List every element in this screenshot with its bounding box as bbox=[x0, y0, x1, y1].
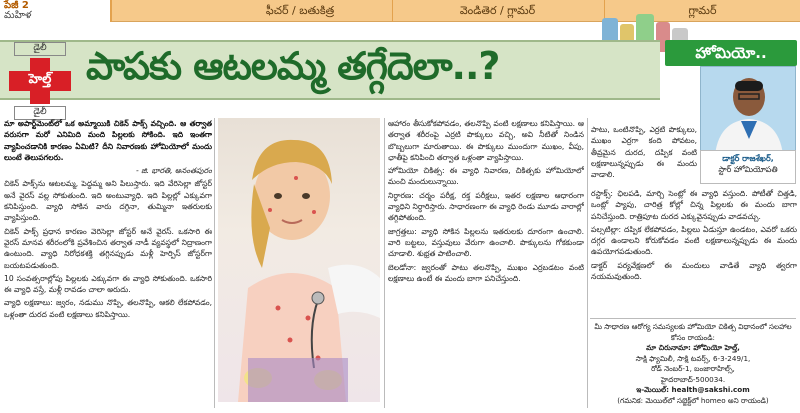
contact-line: హైదరాబాద్-500034. bbox=[660, 374, 726, 384]
article-column-1 bbox=[4, 118, 212, 410]
paragraph: వ్యాధి లక్షణాలు: జ్వరం, నడుము నొప్పి, తలనొప్పి, ఆకలి లేకపోవడం, ఒళ్లంతా దురద వంటి లక్షణాలు కనిపిస్తాయి. bbox=[4, 298, 212, 319]
paragraph: పాటు, ఒంటినొప్పి, ఎర్రటి పొక్కులు, ముఖం ఎర్రగా కంది పోవటం, తీవ్రమైన దురద, దప్పిక వంటి లక్షణాలున్నప్పుడు ఈ మందు వాడాలి. bbox=[591, 125, 697, 180]
homeo-tag: హోమియో.. bbox=[665, 40, 797, 66]
logo-middle-text: హెల్త్ bbox=[28, 72, 52, 87]
contact-note: (గమనిక: మెయిల్‌లో సబ్జెక్ట్‌లో homeo అని రాయండి) bbox=[617, 395, 769, 405]
contact-line: సాక్షి ఫ్యామిలీ, సాక్షి టవర్స్, 6-3-249/1, bbox=[635, 353, 751, 363]
article-column-3-top bbox=[591, 124, 697, 186]
article-column-2 bbox=[388, 118, 584, 410]
nav-item-cinema[interactable]: వెండితెర / గ్లామర్ bbox=[392, 0, 602, 22]
paragraph: పల్సటిల్లా: దప్పిక లేకపోవడం, పిల్లలు ఏడుస్తూ ఉండటం, ఎవరో ఒకరు దగ్గర ఉండాలని కోరుకోవడం వంటి లక్షణాలున్నప్పుడు ఈ మందు ఉపయోగపడుతుంది. bbox=[591, 224, 797, 257]
question-text: మా అపార్ట్‌మెంట్‌లో ఒక అమ్మాయికి చికెన్ పాక్స్ వచ్చింది. ఆ తర్వాత వరుసగా మరో ఎనిమిది మంది పిల్లలకు సోకింది. ఇది ఇంతగా వ్యాపించడానికి కారణం ఏమిటి? దీని నివారణకు హోమియోలో మందు లుంటే తెలుపగలరు. bbox=[4, 119, 212, 162]
paragraph: ఆహారం తీసుకోకపోవడం, తలనొప్పి వంటి లక్షణాలు కనిపిస్తాయి. ఆ తర్వాత శరీరంపై ఎర్రటి పొక్కులు వచ్చి, అవి నీటితో నిండిన బొబ్బలుగా మారుతాయి. ఈ పొక్కులు ముందుగా ముఖం, వీపు, ఛాతీపై కనిపించి తర్వాత ఒళ్లంతా వ్యాపిస్తాయి. bbox=[388, 119, 584, 162]
contact-email[interactable]: ఇ-మెయిల్: health@sakshi.com bbox=[636, 385, 750, 394]
question-signature: - జి. భారతి, అనంతపురం bbox=[135, 166, 212, 176]
paragraph: 10 సంవత్సరాల్లోపు పిల్లలకు ఎక్కువగా ఈ వ్యాధి సోకుతుంది. ఒకసారి ఈ వ్యాధి వస్తే, మళ్లీ రావడం చాలా అరుదు. bbox=[4, 273, 212, 295]
paragraph: డాక్టర్ పర్యవేక్షణలో ఈ మందులు వాడితే వ్యాధి త్వరగా నయమవుతుంది. bbox=[591, 260, 797, 282]
child-photo bbox=[218, 118, 380, 402]
doctor-name: డాక్టర్ రాజశేఖర్, bbox=[722, 154, 774, 163]
contact-line: రోడ్ నెంబర్-1, బంజారాహిల్స్, bbox=[651, 364, 735, 373]
doctor-caption bbox=[700, 150, 796, 184]
daily-health-logo bbox=[4, 40, 76, 124]
paragraph: బెలడోనా: జ్వరంతో పాటు తలనొప్పి, ముఖం ఎర్రబడటం వంటి లక్షణాలు ఉంటే ఈ మందు బాగా పనిచేస్తుంది. bbox=[388, 262, 584, 283]
contact-line: మీ సాధారణ ఆరోగ్య సమస్యలకు హోమియో చికిత్స విధానంలో సలహాల కోసం రాయండి: bbox=[594, 322, 792, 342]
paragraph: రస్టాక్స్: ఛిలపడి, మార్చి సెంట్లో ఈ వ్యాధి వస్తుంది. పోటీతో చిత్తడి, ఒంట్లో ప్యాపు, చారిత్ర కోల్లో చిన్న పిల్లలకు ఈ మందు బాగా పనిచేస్తుంది. రాత్రిపూట దురద ఎక్కువైనప్పుడు వాడవచ్చు. bbox=[591, 189, 797, 221]
doctor-photo bbox=[700, 66, 796, 154]
paragraph: నిర్ధారణ: చర్మం పరీక్ష, రక్త పరీక్షలు, ఇతర లక్షణాల ఆధారంగా వ్యాధిని నిర్ధారిస్తారు. సాధారణంగా ఈ వ్యాధి రెండు మూడు వారాల్లో తగ్గిపోతుంది. bbox=[388, 190, 584, 223]
nav-item-feature[interactable]: ఫీచర్ / బతుకిత్ర bbox=[265, 4, 335, 17]
section-name: మహిళ bbox=[4, 10, 32, 21]
logo-top-text: డైలీ bbox=[14, 42, 66, 56]
column-divider bbox=[587, 118, 588, 408]
paragraph: హోమియో చికిత్స: ఈ వ్యాధి నివారణ, చికిత్సకు హోమియోలో మంచి మందులున్నాయి. bbox=[388, 166, 584, 187]
red-cross-icon bbox=[9, 58, 71, 104]
doctor-title: స్టార్ హోమియోపతి bbox=[718, 165, 778, 174]
contact-box bbox=[590, 318, 796, 410]
contact-line: మా చిరునామా: హోమియో హెల్త్, bbox=[646, 343, 740, 352]
paragraph: చికెన్ పాక్స్ ప్రధాన కారణం వెరిసెల్లా జోస్టర్ అనే వైరస్. ఒకసారి ఈ వైరస్ మానవ శరీరంలోకి ప్రవేశించిన తర్వాత నాడీ వ్యవస్థలో నిద్రాణంగా ఉంటుంది. వ్యాధి నిరోధకశక్తి తగ్గినప్పుడు మళ్లీ హెర్పిస్ జోస్టర్‌గా బయటపడుతుంది. bbox=[4, 226, 212, 270]
article-column-3 bbox=[591, 188, 797, 316]
column-divider bbox=[214, 118, 215, 408]
page-number: పేజీ 2 bbox=[4, 0, 29, 11]
article-title: పాపకు ఆటలమ్మ తగ్గేదెలా..? bbox=[86, 44, 500, 88]
logo-bottom-text: డైలీ bbox=[14, 106, 66, 120]
nav-item-glamour[interactable]: గ్లామర్ bbox=[604, 0, 800, 22]
page-label bbox=[0, 0, 112, 22]
column-divider bbox=[384, 118, 385, 408]
paragraph: జాగ్రత్తలు: వ్యాధి సోకిన పిల్లలను ఇతరులకు దూరంగా ఉంచాలి. వారి బట్టలు, వస్తువులు వేరుగా ఉంచాలి. పొక్కులను గోకకుండా చూడాలి. శుభ్రత పాటించాలి. bbox=[388, 226, 584, 259]
paragraph: చికెన్ పాక్స్‌ను ఆటలమ్మ, పెద్దమ్మ అని పిలుస్తారు. ఇది వేరిసెల్లా జోస్టర్ అనే వైరస్ వల్ల సోకుతుంది. ఇది అంటువ్యాధి. ఇది పిల్లల్లో ఎక్కువగా కనిపిస్తుంది. వ్యాధి సోకిన వారు దగ్గినా, తుమ్మినా ఇతరులకు వ్యాపిస్తుంది. bbox=[4, 179, 212, 223]
